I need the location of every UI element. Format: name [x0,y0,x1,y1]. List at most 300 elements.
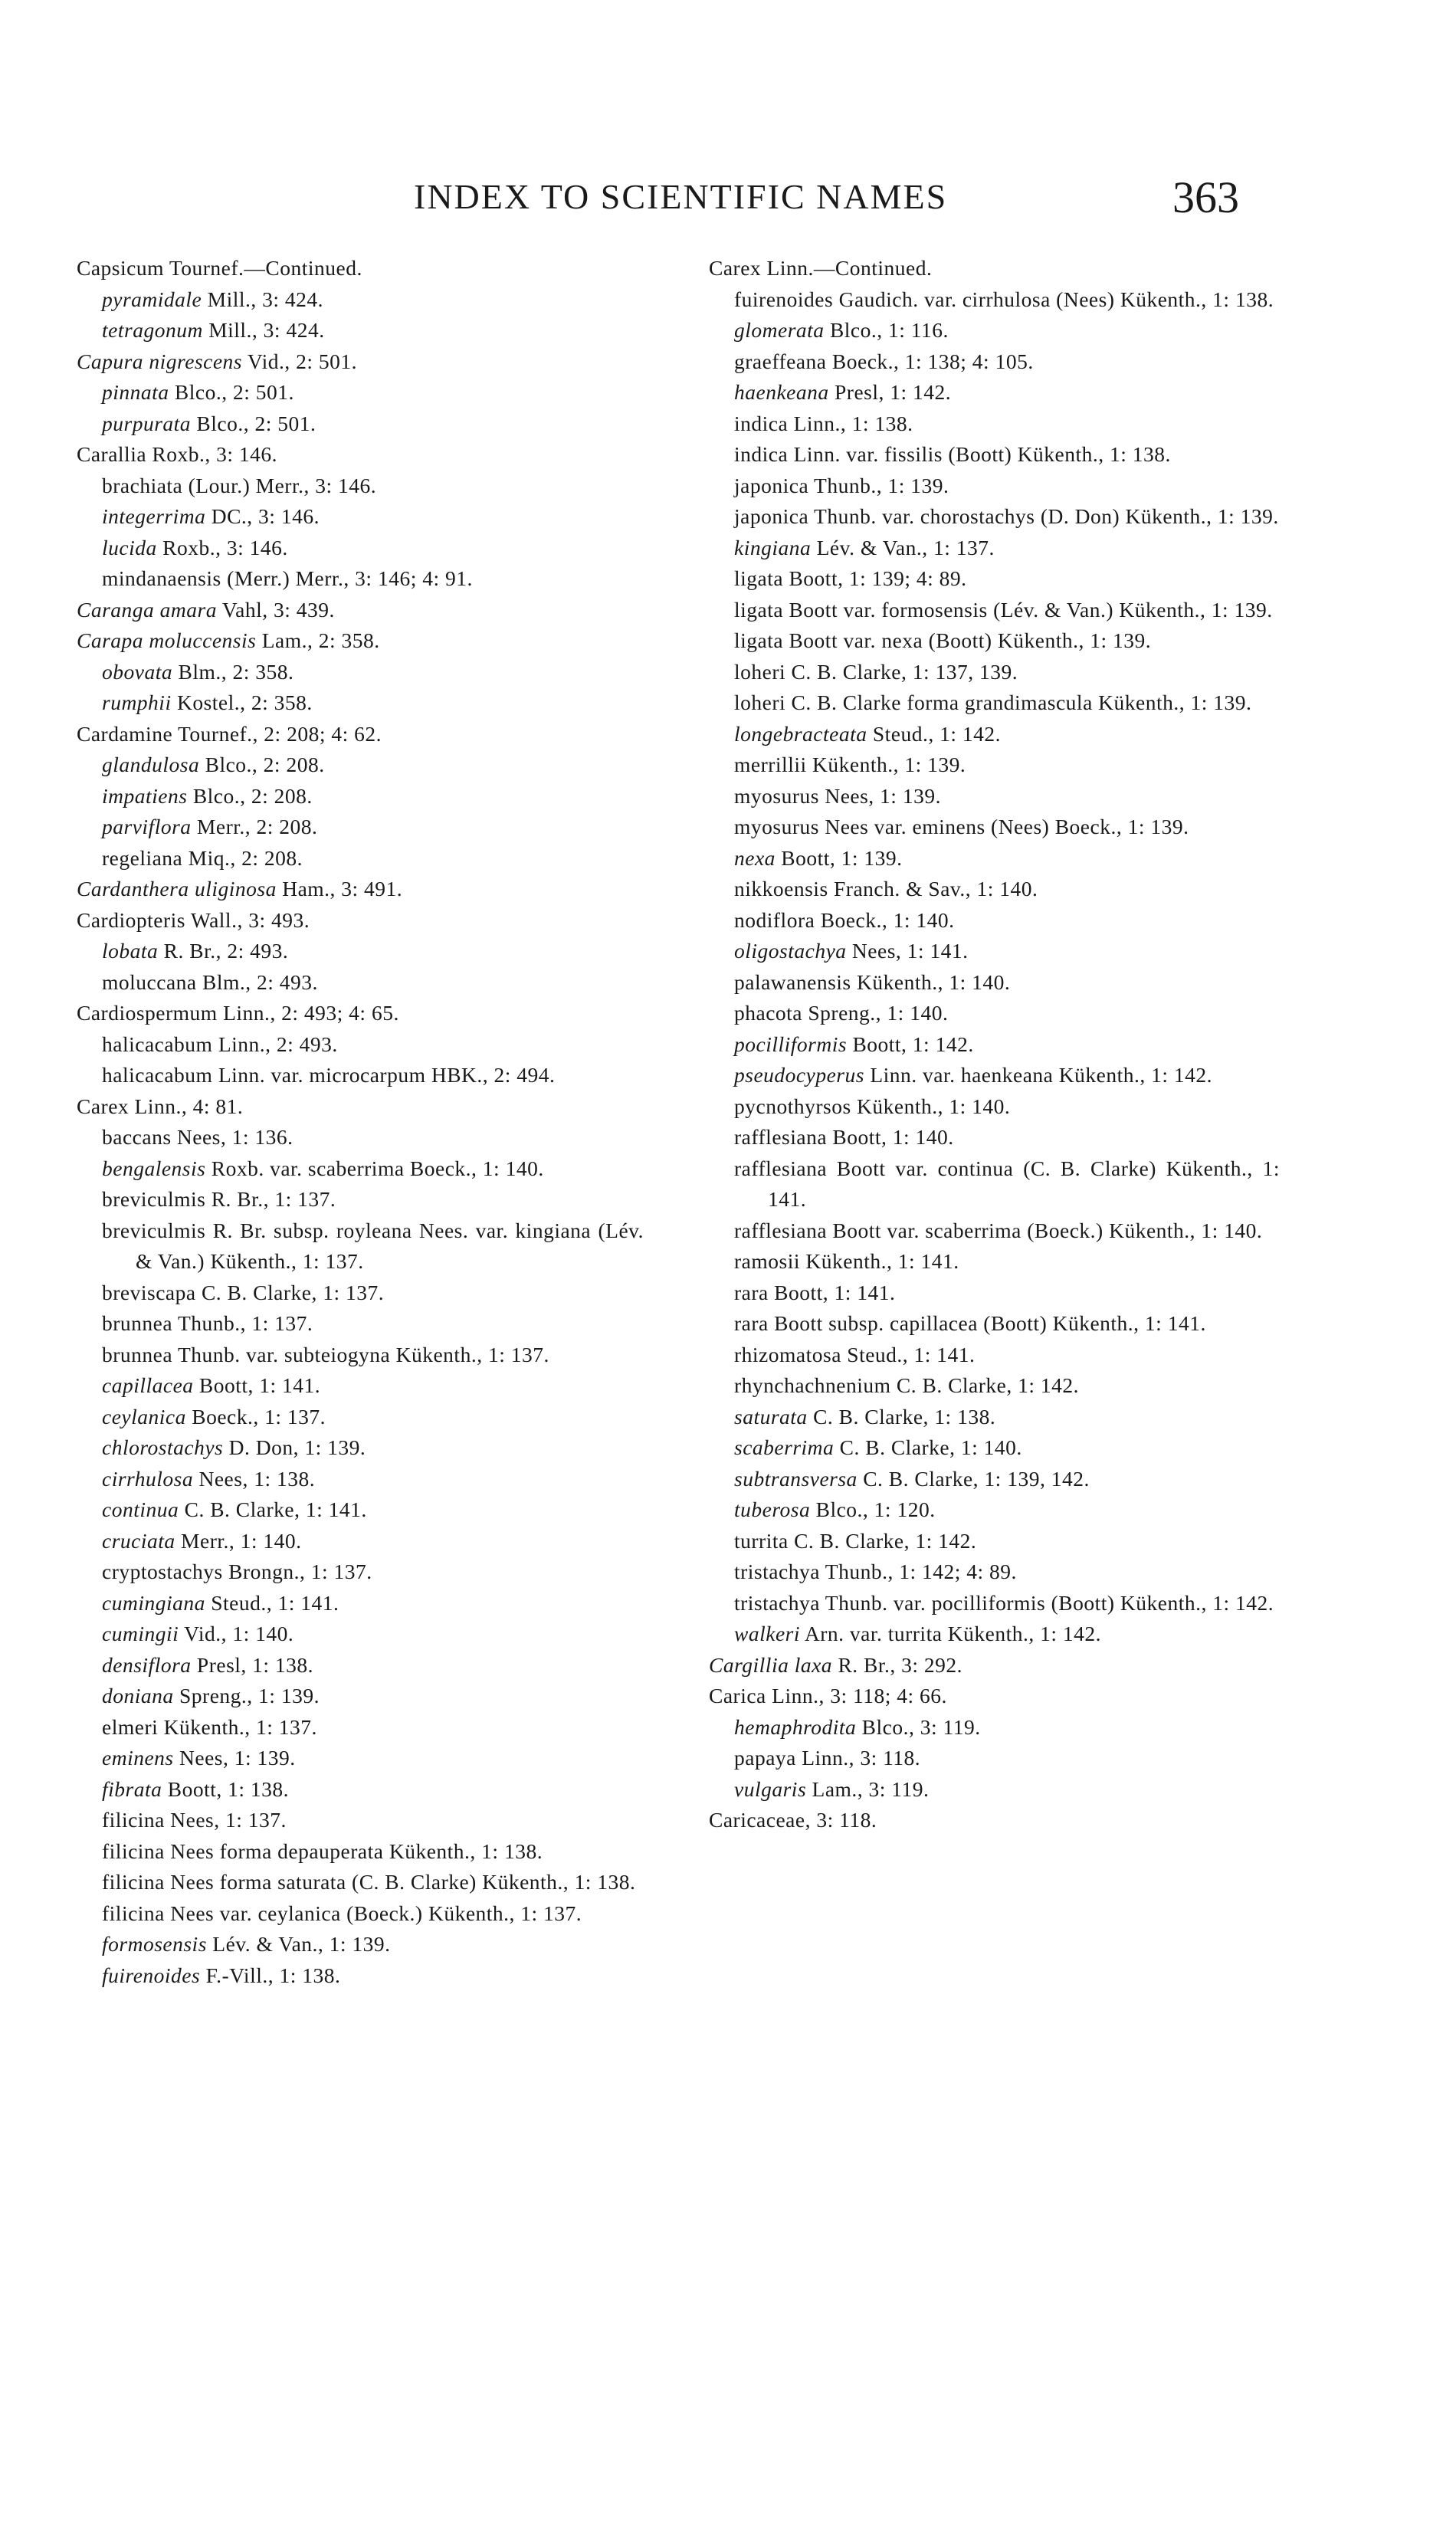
entry-reference: F.-Vill., 1: 138. [200,1963,341,1987]
entry-name: oligostachya [734,939,847,963]
entry-reference: Lam., 2: 358. [256,628,380,652]
entry-name: breviscapa [102,1280,196,1304]
entry-name: continua [102,1497,179,1521]
entry-reference: Thunb., 1: 142; 4: 89. [819,1560,1017,1583]
entry-reference: Kükenth., 1: 140. [851,1094,1011,1118]
entry-reference: Nees, 1: 141. [846,939,969,963]
entry-reference: Lév. & Van., 1: 139. [206,1932,391,1956]
entry-reference: Lam., 3: 119. [806,1776,930,1801]
entry-reference: Boeck., 1: 137. [185,1404,326,1429]
index-species-entry [709,1494,1280,1526]
entry-name: breviculmis [102,1218,206,1242]
entry-name: merrillii [734,753,807,776]
index-species-entry [709,284,1280,316]
entry-reference: Blm., 2: 493. [196,969,318,994]
index-species-entry [709,408,1280,440]
entry-reference: R. Br. subsp. royleana Nees. var. kingiana (Lév. & Van.) Kükenth., 1: 137. [136,1218,644,1273]
entry-reference: Nees var. ceylanica (Boeck.) Kükenth., 1: 137. [164,1901,582,1925]
index-column-left [77,253,644,1991]
running-title: INDEX TO SCIENTIFIC NAMES [414,177,948,216]
entry-reference: Vahl, 3: 439. [216,597,335,622]
index-species-entry [709,750,1280,781]
entry-reference: Wall., 3: 493. [185,907,310,932]
index-species-entry [709,936,1280,967]
entry-name: ramosii [734,1249,800,1273]
index-column-right [709,253,1280,1836]
index-species-entry [77,1743,644,1774]
entry-name: Cardamine [77,721,173,746]
entry-name: loheri [734,690,786,714]
entry-reference: Linn.—Continued. [761,256,933,280]
entry-reference: Blco., 1: 116. [824,318,949,342]
entry-reference: Steud., 1: 142. [867,721,1002,746]
index-species-entry [77,1681,644,1712]
entry-name: myosurus [734,815,819,838]
index-species-entry [709,967,1280,999]
entry-name: saturata [734,1404,808,1429]
entry-name: subtransversa [734,1466,858,1491]
entry-name: doniana [102,1684,174,1707]
entry-reference: Vid., 1: 140. [179,1622,294,1645]
entry-name: rara [734,1280,769,1304]
entry-name: parviflora [102,815,192,838]
entry-name: Carica [709,1684,766,1707]
index-genus-entry [709,1681,1280,1712]
entry-name: tuberosa [734,1497,811,1521]
entry-name: japonica [734,504,809,528]
index-species-entry [709,1743,1280,1774]
entry-name: halicacabum [102,1032,213,1056]
index-species-entry [77,1402,644,1433]
index-species-entry [77,781,644,812]
index-species-entry [709,563,1280,595]
index-species-entry [77,563,644,595]
index-genus-entry [709,1805,1280,1836]
index-species-entry [709,1060,1280,1091]
index-species-entry [77,1805,644,1836]
entry-reference: Gaudich. var. cirrhulosa (Nees) Kükenth., 1: 138. [833,287,1274,311]
index-genus-entry [77,625,644,657]
entry-reference: Blco., 1: 120. [810,1497,936,1521]
entry-name: filicina [102,1870,165,1894]
index-species-entry [709,719,1280,750]
index-species-entry [77,687,644,719]
entry-reference: Thunb., 1: 137. [172,1311,313,1335]
index-species-entry [709,501,1280,533]
index-species-entry [709,1774,1280,1806]
page-header [0,146,1456,230]
index-species-entry [77,1556,644,1588]
entry-reference: Linn. var. fissilis (Boott) Kükenth., 1: 138. [788,442,1171,466]
entry-name: rafflesiana [734,1218,828,1242]
entry-reference: Mill., 3: 424. [202,318,325,342]
index-species-entry [709,812,1280,843]
index-species-entry [709,595,1280,626]
entry-name: cumingiana [102,1590,205,1615]
index-species-entry [77,1215,644,1278]
entry-name: haenkeana [734,380,829,404]
entry-name: ligata [734,628,784,652]
index-species-entry [709,315,1280,346]
entry-name: fuirenoides [734,287,834,311]
entry-name: moluccana [102,969,197,994]
entry-name: pycnothyrsos [734,1094,851,1118]
entry-name: formosensis [102,1932,207,1956]
entry-reference: Thunb. var. subteiogyna Kükenth., 1: 137. [172,1342,549,1366]
entry-name: mindanaensis [102,566,221,590]
entry-reference: Steud., 1: 141. [841,1342,976,1366]
entry-name: kingiana [734,535,812,559]
entry-name: turrita [734,1528,789,1553]
index-species-entry [77,1588,644,1619]
index-species-entry [709,1122,1280,1153]
entry-reference: (Merr.) Merr., 3: 146; 4: 91. [221,566,473,590]
entry-reference: Kükenth., 1: 137. [158,1714,317,1739]
index-species-entry [77,1029,644,1061]
entry-name: brunnea [102,1342,173,1366]
index-species-entry [77,1060,644,1091]
entry-reference: Kostel., 2: 358. [171,690,313,714]
index-species-entry [77,1278,644,1309]
entry-name: Capsicum [77,256,164,280]
entry-name: lucida [102,535,157,559]
entry-reference: Mill., 3: 424. [202,287,324,311]
entry-reference: Linn., 2: 493. [212,1032,338,1056]
index-species-entry [709,1091,1280,1123]
index-species-entry [709,533,1280,564]
entry-name: eminens [102,1746,174,1770]
index-species-entry [77,1650,644,1681]
entry-reference: Linn., 3: 118; 4: 66. [766,1684,947,1707]
entry-name: fibrata [102,1776,162,1801]
entry-name: Capura nigrescens [77,349,243,373]
entry-name: rhizomatosa [734,1342,841,1366]
index-species-entry [77,657,644,688]
entry-reference: Vid., 2: 501. [242,349,358,373]
index-genus-entry [77,253,644,284]
entry-reference: R. Br., 1: 137. [205,1187,336,1211]
entry-reference: Miq., 2: 208. [182,845,303,870]
entry-name: Caricaceae [709,1808,805,1832]
entry-reference: Kükenth., 1: 140. [851,969,1011,994]
entry-name: Carapa moluccensis [77,628,257,652]
index-genus-entry [77,595,644,626]
index-genus-entry [77,719,644,750]
entry-name: elmeri [102,1714,159,1739]
entry-name: chlorostachys [102,1435,224,1459]
index-genus-entry [77,874,644,905]
entry-name: pyramidale [102,287,202,311]
entry-reference: Boott, 1: 140. [827,1125,954,1149]
entry-reference: Thunb., 1: 139. [808,473,949,497]
index-species-entry [709,1619,1280,1650]
entry-name: Carex [77,1094,130,1118]
entry-name: loheri [734,659,786,684]
index-species-entry [709,905,1280,936]
entry-name: nexa [734,845,776,870]
entry-name: filicina [102,1808,165,1832]
index-species-entry [77,315,644,346]
index-species-entry [77,1929,644,1960]
entry-name: pseudocyperus [734,1063,864,1087]
index-species-entry [709,625,1280,657]
entry-reference: C. B. Clarke, 1: 140. [834,1435,1022,1459]
entry-name: densiflora [102,1652,192,1677]
page-number: 363 [1172,172,1239,222]
entry-name: indica [734,442,789,466]
entry-name: glandulosa [102,753,200,776]
entry-reference: Boott, 1: 141. [768,1280,896,1304]
entry-reference: Boott var. continua (C. B. Clarke) Kükenth., 1: 141. [768,1156,1280,1211]
index-species-entry [77,501,644,533]
entry-reference: Boott var. formosensis (Lév. & Van.) Kükenth., 1: 139. [783,597,1273,622]
entry-reference: Blco., 2: 501. [169,380,294,404]
entry-reference: Boott, 1: 138. [162,1776,290,1801]
entry-name: nikkoensis [734,877,828,900]
entry-reference: Spreng., 1: 140. [802,1001,949,1025]
index-species-entry [709,687,1280,719]
entry-reference: Boott, 1: 141. [193,1373,321,1397]
entry-reference: Blco., 2: 208. [199,753,325,776]
index-species-entry [709,1464,1280,1495]
entry-name: japonica [734,473,809,497]
entry-name: rafflesiana [734,1156,828,1180]
entry-reference: Linn. var. microcarpum HBK., 2: 494. [212,1063,556,1087]
entry-reference: Merr., 2: 208. [191,815,318,838]
entry-reference: Franch. & Sav., 1: 140. [828,877,1038,900]
entry-name: Carallia [77,442,147,466]
entry-reference: , 3: 118. [805,1808,877,1832]
entry-name: Caranga amara [77,597,217,622]
entry-name: pinnata [102,380,169,404]
entry-name: rumphii [102,690,172,714]
entry-name: rara [734,1311,769,1335]
entry-reference: Boeck., 1: 138; 4: 105. [826,349,1034,373]
entry-reference: (Lour.) Merr., 3: 146. [182,473,377,497]
index-genus-entry [77,998,644,1029]
entry-reference: C. B. Clarke, 1: 141. [179,1497,367,1521]
entry-reference: C. B. Clarke forma grandimascula Kükenth., 1: 139. [785,690,1252,714]
entry-reference: Nees forma depauperata Kükenth., 1: 138. [164,1839,543,1863]
entry-reference: Blco., 2: 501. [191,411,316,435]
entry-name: fuirenoides [102,1963,201,1987]
index-species-entry [77,1340,644,1371]
entry-name: cryptostachys [102,1560,223,1583]
entry-name: rhynchachnenium [734,1373,891,1397]
entry-reference: Boott, 1: 139; 4: 89. [783,566,967,590]
entry-reference: Nees, 1: 136. [171,1125,293,1149]
entry-reference: Boott subsp. capillacea (Boott) Kükenth., 1: 141. [768,1311,1206,1335]
index-species-entry [77,1867,644,1898]
entry-reference: Tournef., 2: 208; 4: 62. [172,721,382,746]
entry-name: rafflesiana [734,1125,828,1149]
entry-name: lobata [102,939,159,963]
index-species-entry [77,471,644,502]
index-species-entry [709,1402,1280,1433]
index-species-entry [77,1432,644,1464]
index-species-entry [77,1774,644,1806]
entry-reference: D. Don, 1: 139. [223,1435,366,1459]
entry-reference: Steud., 1: 141. [205,1590,339,1615]
index-species-entry [709,439,1280,471]
index-species-entry [709,1712,1280,1743]
entry-name: bengalensis [102,1156,206,1180]
index-species-entry [709,657,1280,688]
entry-reference: C. B. Clarke, 1: 142. [788,1528,977,1553]
index-species-entry [709,471,1280,502]
index-species-entry [709,874,1280,905]
entry-reference: Roxb., 3: 146. [156,535,288,559]
entry-name: impatiens [102,783,188,808]
entry-name: walkeri [734,1622,800,1645]
entry-reference: Roxb., 3: 146. [146,442,278,466]
entry-reference: C. B. Clarke, 1: 139, 142. [857,1466,1090,1491]
entry-reference: Boott, 1: 139. [775,845,903,870]
entry-reference: Presl, 1: 142. [828,380,952,404]
entry-name: Cardiospermum [77,1001,218,1025]
index-genus-entry [77,439,644,471]
index-species-entry [77,1712,644,1743]
entry-name: breviculmis [102,1187,206,1211]
entry-reference: Kükenth., 1: 139. [806,753,966,776]
index-species-entry [77,1153,644,1185]
entry-reference: Linn., 2: 493; 4: 65. [217,1001,399,1025]
entry-name: filicina [102,1901,165,1925]
entry-name: tristachya [734,1590,820,1615]
entry-reference: Presl, 1: 138. [191,1652,314,1677]
entry-reference: Arn. var. turrita Kükenth., 1: 142. [800,1622,1102,1645]
entry-reference: Nees, 1: 138. [193,1466,316,1491]
index-species-entry [709,781,1280,812]
entry-reference: Lév. & Van., 1: 137. [811,535,995,559]
entry-reference: Roxb. var. scaberrima Boeck., 1: 140. [205,1156,544,1180]
index-species-entry [77,1526,644,1557]
entry-reference: Thunb. var. chorostachys (D. Don) Kükenth., 1: 139. [808,504,1279,528]
index-species-entry [77,1308,644,1340]
entry-name: palawanensis [734,969,851,994]
index-species-entry [77,377,644,408]
index-species-entry [709,1029,1280,1061]
entry-reference: Boott var. nexa (Boott) Kükenth., 1: 139. [783,628,1152,652]
index-species-entry [709,1308,1280,1340]
entry-reference: Blm., 2: 358. [172,659,294,684]
index-species-entry [77,533,644,564]
entry-reference: Tournef.—Continued. [164,256,362,280]
entry-name: cruciata [102,1528,175,1553]
index-species-entry [709,1588,1280,1619]
entry-name: regeliana [102,845,183,870]
index-species-entry [77,1464,644,1495]
entry-name: hemaphrodita [734,1714,857,1739]
entry-name: indica [734,411,789,435]
entry-name: Cardiopteris [77,907,185,932]
index-species-entry [709,1526,1280,1557]
entry-reference: Boott, 1: 142. [847,1032,974,1056]
entry-reference: C. B. Clarke, 1: 137. [195,1280,385,1304]
entry-name: phacota [734,1001,803,1025]
entry-reference: Kükenth., 1: 141. [800,1249,959,1273]
entry-name: brunnea [102,1311,173,1335]
index-species-entry [77,1619,644,1650]
entry-reference: Brongn., 1: 137. [222,1560,372,1583]
index-genus-entry [77,905,644,936]
entry-name: myosurus [734,783,819,808]
entry-name: scaberrima [734,1435,835,1459]
entry-reference: Nees forma saturata (C. B. Clarke) Kükenth., 1: 138. [164,1870,636,1894]
entry-name: papaya [734,1746,796,1770]
index-species-entry [77,812,644,843]
entry-name: pocilliformis [734,1032,848,1056]
entry-reference: Nees, 1: 139. [818,783,941,808]
entry-name: glomerata [734,318,825,342]
entry-name: obovata [102,659,173,684]
entry-reference: R. Br., 2: 493. [158,939,289,963]
entry-reference: Nees var. eminens (Nees) Boeck., 1: 139. [818,815,1189,838]
index-species-entry [77,284,644,316]
entry-reference: Boott var. scaberrima (Boeck.) Kükenth., 1: 140. [827,1218,1263,1242]
entry-name: integerrima [102,504,206,528]
index-species-entry [77,1836,644,1868]
entry-name: filicina [102,1839,165,1863]
entry-name: brachiata [102,473,183,497]
entry-name: ceylanica [102,1404,186,1429]
entry-reference: Nees, 1: 137. [164,1808,287,1832]
index-species-entry [709,1278,1280,1309]
entry-name: ligata [734,597,784,622]
index-species-entry [709,1215,1280,1247]
entry-name: Carex [709,256,762,280]
index-species-entry [77,936,644,967]
entry-name: capillacea [102,1373,194,1397]
index-genus-entry [709,253,1280,284]
index-genus-entry [709,1650,1280,1681]
entry-reference: Thunb. var. pocilliformis (Boott) Kükenth., 1: 142. [819,1590,1274,1615]
entry-name: nodiflora [734,907,815,932]
entry-name: longebracteata [734,721,867,746]
entry-name: tristachya [734,1560,820,1583]
index-species-entry [709,1340,1280,1371]
entry-reference: Spreng., 1: 139. [173,1684,320,1707]
entry-reference: Blco., 2: 208. [187,783,313,808]
entry-reference: C. B. Clarke, 1: 138. [807,1404,996,1429]
index-genus-entry [77,1091,644,1123]
index-species-entry [709,1556,1280,1588]
entry-name: cirrhulosa [102,1466,194,1491]
entry-reference: Blco., 3: 119. [856,1714,981,1739]
entry-reference: Linn., 3: 118. [795,1746,921,1770]
index-species-entry [709,998,1280,1029]
index-species-entry [77,408,644,440]
entry-name: graeffeana [734,349,827,373]
index-species-entry [709,1246,1280,1278]
index-species-entry [709,1153,1280,1215]
index-species-entry [77,967,644,999]
index-species-entry [77,1184,644,1215]
entry-reference: Linn. var. haenkeana Kükenth., 1: 142. [864,1063,1212,1087]
entry-reference: Linn., 1: 138. [788,411,913,435]
index-species-entry [709,346,1280,378]
entry-name: purpurata [102,411,192,435]
entry-name: vulgaris [734,1776,807,1801]
entry-reference: C. B. Clarke, 1: 137, 139. [785,659,1018,684]
entry-reference: C. B. Clarke, 1: 142. [890,1373,1080,1397]
entry-name: cumingii [102,1622,179,1645]
index-species-entry [77,1898,644,1930]
index-species-entry [77,1960,644,1992]
index-species-entry [709,1370,1280,1402]
entry-name: Cardanthera uliginosa [77,877,277,900]
index-species-entry [77,1370,644,1402]
